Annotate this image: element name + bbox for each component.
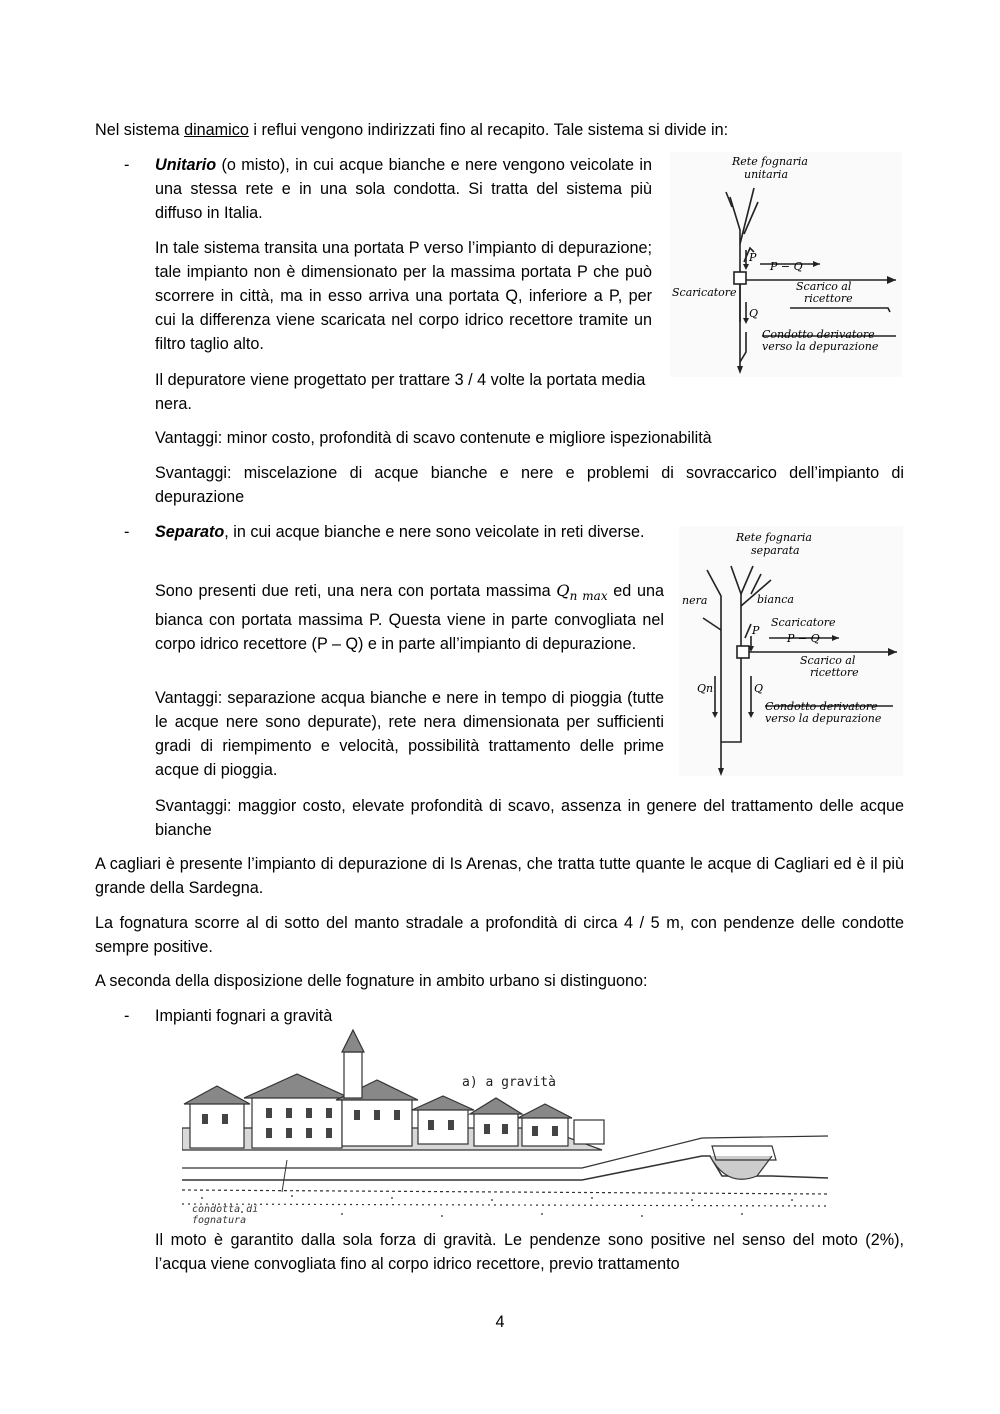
intro-paragraph bbox=[95, 118, 915, 142]
unitario-definition bbox=[155, 153, 652, 225]
q-symbol: Q bbox=[556, 581, 570, 600]
gravita-description: Il moto è garantito dalla sola forza di gravità. Le pendenze sono positive nel senso del moto (2%), l’acqua viene convogliata fino al corpo idrico recettore, previo trattamento bbox=[155, 1231, 904, 1273]
separato-p2-pre: Sono presenti due reti, una nera con portata massima bbox=[155, 582, 557, 600]
intro-text-post: i reflui vengono indirizzati fino al recapito. Tale sistema si divide in: bbox=[248, 121, 729, 139]
separato-diagram-nera: nera bbox=[682, 594, 708, 607]
separato-diagram-condotto-2: verso la depurazione bbox=[765, 712, 882, 725]
separato-p2-post: ed una bianca con portata massima P. Questa viene in parte convogliata nel corpo idrico recettore (P – Q) e in parte all’impianto di depurazione. bbox=[155, 582, 665, 654]
unitario-vantaggi: Vantaggi: minor costo, profondità di scavo contenute e migliore ispezionabilità bbox=[155, 429, 712, 447]
unitario-diagram-title-2: unitaria bbox=[744, 168, 788, 181]
condotta-label-1: condotta di bbox=[192, 1204, 259, 1215]
separato-vantaggi: Vantaggi: separazione acqua bianche e nere in tempo di pioggia (tutte le acque nere sono depurate), rete nera dimensionata per sufficienti gradi di riempimento e velocità, possibilità trattamento delle prime acque di pioggia. bbox=[155, 689, 664, 779]
gravita-illustration bbox=[182, 1028, 828, 1226]
separato-diagram-scaricatore: Scaricatore bbox=[771, 616, 836, 629]
separato-diagram bbox=[679, 526, 903, 776]
separato-diagram-qn: Qn bbox=[697, 682, 714, 695]
separato-diagram-scarico-2: ricettore bbox=[810, 666, 859, 679]
condotta-label-2: fognatura bbox=[192, 1215, 247, 1226]
unitario-diagram-p: P bbox=[749, 251, 757, 264]
unitario-diagram-scarico-2: ricettore bbox=[804, 292, 853, 305]
separato-diagram-title-1: Rete fognaria bbox=[736, 531, 812, 544]
separato-diagram-title-2: separata bbox=[751, 544, 800, 557]
unitario-term: Unitario bbox=[155, 156, 217, 174]
separato-definition bbox=[155, 520, 664, 544]
intro-underlined-term: dinamico bbox=[184, 121, 249, 139]
q-subscript: n max bbox=[569, 589, 608, 604]
q-n-max-symbol bbox=[556, 581, 608, 604]
unitario-diagram-condotto-2: verso la depurazione bbox=[762, 340, 879, 353]
separato-diagram-scarico-1: Scarico al bbox=[800, 654, 856, 667]
separato-svantaggi: Svantaggi: maggior costo, elevate profondità di scavo, assenza in genere del trattamento delle acque bianche bbox=[155, 797, 904, 839]
separato-paragraph-2 bbox=[155, 579, 664, 656]
list-dash: - bbox=[124, 156, 130, 174]
unitario-diagram-scarico-1: Scarico al bbox=[796, 280, 852, 293]
unitario-diagram bbox=[670, 152, 902, 377]
unitario-diagram-condotto-1: Condotto derivatore bbox=[762, 328, 875, 341]
unitario-paragraph-3: Il depuratore viene progettato per trattare 3 / 4 volte la portata media nera. bbox=[155, 371, 646, 413]
page-number: 4 bbox=[495, 1313, 505, 1331]
unitario-diagram-title-1: Rete fognaria bbox=[732, 155, 808, 168]
separato-desc: , in cui acque bianche e nere sono veicolate in reti diverse. bbox=[224, 523, 645, 541]
list-dash: - bbox=[124, 523, 130, 541]
unitario-diagram-pq: P − Q bbox=[770, 260, 803, 273]
separato-term: Separato bbox=[155, 523, 225, 541]
separato-diagram-pq: P − Q bbox=[787, 632, 820, 645]
list-dash: - bbox=[124, 1007, 130, 1025]
unitario-diagram-scaricatore: Scaricatore bbox=[672, 286, 737, 299]
separato-diagram-p: P bbox=[752, 624, 760, 637]
unitario-desc: (o misto), in cui acque bianche e nere vengono veicolate in una stessa rete e in una sola condotta. Si tratta del sistema più diffuso in Italia. bbox=[155, 156, 652, 222]
intro-text-pre: Nel sistema bbox=[95, 121, 185, 139]
gravita-caption: a) a gravità bbox=[462, 1075, 556, 1090]
separato-diagram-condotto-1: Condotto derivatore bbox=[765, 700, 878, 713]
separato-diagram-bianca: bianca bbox=[757, 593, 794, 606]
unitario-diagram-q: Q bbox=[749, 307, 759, 320]
gravita-label: Impianti fognari a gravità bbox=[155, 1007, 333, 1025]
unitario-paragraph-2: In tale sistema transita una portata P verso l’impianto di depurazione; tale impianto non è dimensionato per la massima portata P che può scorrere in città, ma in esso arriva una portata Q, inferiore a P, per cui la differenza viene scaricata nel corpo idrico recettore tramite un filtro taglio alto. bbox=[155, 239, 652, 353]
separato-diagram-q: Q bbox=[754, 682, 764, 695]
fognatura-paragraph: La fognatura scorre al di sotto del manto stradale a profondità di circa 4 / 5 m, con pendenze delle condotte sempre positive. bbox=[95, 914, 904, 956]
cagliari-paragraph: A cagliari è presente l’impianto di depurazione di Is Arenas, che tratta tutte quante le acque di Cagliari ed è il più grande della Sardegna. bbox=[95, 855, 904, 897]
unitario-svantaggi: Svantaggi: miscelazione di acque bianche e nere e problemi di sovraccarico dell’impianto di depurazione bbox=[155, 464, 904, 506]
disposizione-paragraph: A seconda della disposizione delle fognature in ambito urbano si distinguono: bbox=[95, 972, 648, 990]
